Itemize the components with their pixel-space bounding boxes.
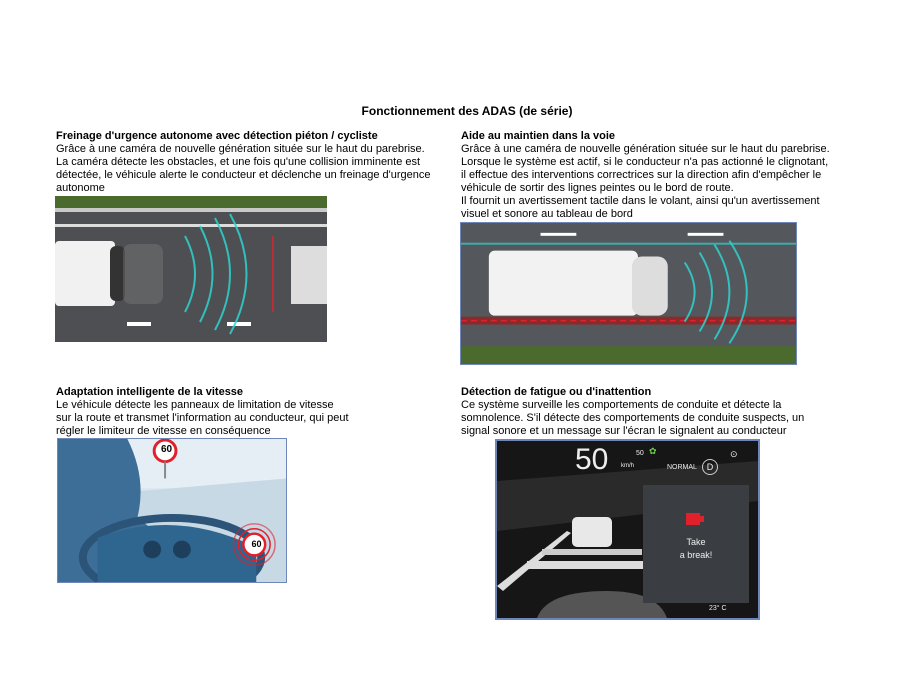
section-heading: Adaptation intelligente de la vitesse [56,386,244,398]
section-heading: Détection de fatigue ou d'inattention [461,386,652,398]
section-line: détectée, le véhicule alerte le conducteur et déclenche un freinage d'urgence [56,169,431,181]
section-lane-keeping [461,130,830,221]
speed-unit: km/h [621,463,635,469]
break-message-line2: a break! [679,550,713,560]
section-line: visuel et sonore au tableau de bord [461,208,633,220]
section-heading: Aide au maintien dans la voie [461,130,616,142]
svg-text:✿: ✿ [649,446,657,456]
section-line: régler le limiteur de vitesse en conséquence [56,425,271,437]
section-line: Grâce à une caméra de nouvelle génération située sur le haut du parebrise. [461,143,830,155]
section-emergency-braking [56,130,431,195]
section-line: Grâce à une caméra de nouvelle génération située sur le haut du parebrise. [56,143,425,155]
drive-mode: NORMAL [667,464,697,471]
headlight-icon: ⊙ [730,449,738,459]
section-fatigue-detection [461,386,804,438]
section-line: La caméra détecte les obstacles, et une fois qu'une collision imminente est [56,156,421,168]
break-message-line1: Take [686,537,706,547]
fatigue-dashboard-illustration [495,439,760,620]
section-line: signal sonore et un message sur l'écran le signalent au conducteur [461,425,787,437]
speed-sign-dashboard: 60 [251,539,262,549]
page-title: Fonctionnement des ADAS (de série) [361,104,573,118]
section-line: sur la route et transmet l'information au conducteur, qui peut [56,412,349,424]
section-heading: Freinage d'urgence autonome avec détection piéton / cycliste [56,130,378,142]
speed-limit: 50 [636,450,644,457]
temperature: 23° C [709,605,727,612]
section-line: Ce système surveille les comportements de conduite et détecte la [461,399,782,411]
section-line: véhicule de sortir des lignes peintes ou le bord de route. [461,182,734,194]
section-speed-adaptation [56,386,349,438]
speed-adaptation-illustration [57,438,287,583]
emergency-braking-illustration [55,196,327,342]
section-line: Il fournit un avertissement tactile dans le volant, ainsi qu'un avertissement [461,195,820,207]
section-line: Le véhicule détecte les panneaux de limitation de vitesse [56,399,334,411]
section-line: Lorsque le système est actif, si le conducteur n'a pas actionné le clignotant, [461,156,829,168]
speed-sign-road: 60 [160,444,173,455]
speed-readout: 50 [575,443,609,476]
section-line: il effectue des interventions correctrices sur la direction afin d'empêcher le [461,169,822,181]
gear-indicator: D [702,459,718,475]
section-line: autonome [56,182,105,194]
lane-keeping-illustration [460,222,797,365]
section-line: somnolence. S'il détecte des comportements de conduite suspects, un [461,412,805,424]
